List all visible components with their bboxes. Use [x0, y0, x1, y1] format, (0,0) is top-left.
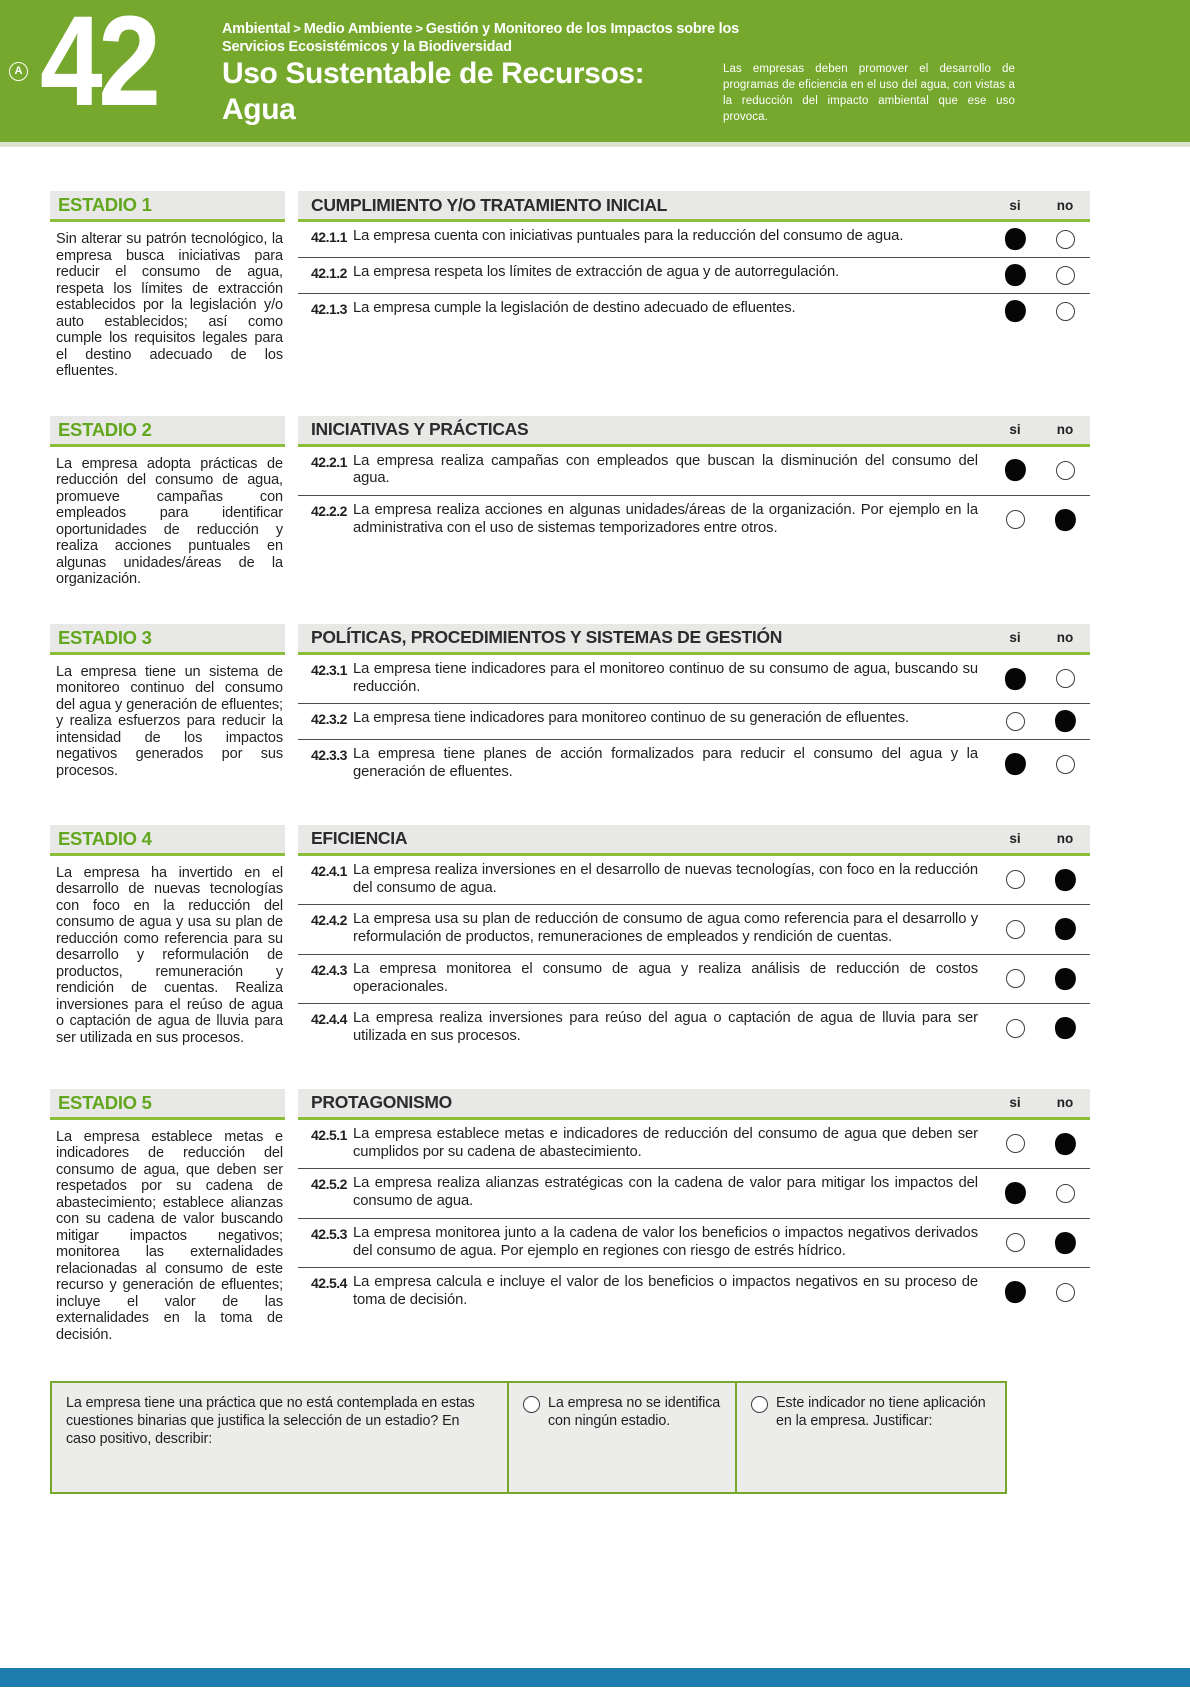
- answer-si-radio[interactable]: [1003, 458, 1028, 483]
- question-code: 42.5.2: [311, 1176, 347, 1193]
- answer-si-radio[interactable]: [1006, 870, 1025, 889]
- question-rows: [298, 655, 1090, 789]
- question-text: La empresa monitorea el consumo de agua y realiza análisis de reducción de costos operacionales.: [353, 960, 978, 995]
- stage-description: La empresa establece metas e indicadores de reducción del consumo de agua, que deben ser respetados por su cadena de abastecimiento; establece alianzas con su cadena de valor buscando mitigar impactos negativos; monitorea las externalidades relacionadas al consumo de este recurso y generación de efluentes; incluye el valor de las externalidades en la toma de decisión.: [56, 1128, 283, 1343]
- question-code: 42.2.1: [311, 453, 347, 470]
- header-banner: [0, 0, 1190, 147]
- question-row: [298, 655, 1090, 705]
- no-stage-option-label: La empresa no se identifica con ningún estadio.: [548, 1395, 721, 1430]
- answer-no-radio[interactable]: [1056, 755, 1075, 774]
- question-text: La empresa establece metas e indicadores de reducción del consumo de agua que deben ser cumplidos por su cadena de abastecimiento.: [353, 1125, 978, 1160]
- answer-no-radio[interactable]: [1056, 230, 1075, 249]
- answer-si-radio[interactable]: [1003, 1279, 1028, 1304]
- question-text: La empresa realiza inversiones para reúso del agua o captación de agua de lluvia para ser utilizada en sus procesos.: [353, 1010, 978, 1045]
- stage-header-bar: [50, 1089, 285, 1120]
- stage-header-bar: [50, 624, 285, 655]
- stage-label: ESTADIO 5: [58, 1091, 152, 1113]
- column-header-no: no: [1056, 422, 1074, 438]
- stage-section: [50, 191, 1095, 380]
- question-text: La empresa respeta los límites de extracción de agua y de autorregulación.: [353, 264, 840, 280]
- criteria-title: CUMPLIMIENTO Y/O TRATAMIENTO INICIAL: [311, 194, 668, 215]
- column-header-no: no: [1056, 630, 1074, 646]
- question-row: [298, 955, 1090, 1005]
- question-row: [298, 905, 1090, 955]
- page-title: Uso Sustentable de Recursos: Agua: [222, 57, 645, 126]
- criteria-header-bar: [298, 191, 1090, 222]
- question-rows: [298, 222, 1090, 329]
- answer-si-radio[interactable]: [1003, 1180, 1028, 1205]
- answer-si-radio[interactable]: [1003, 226, 1028, 251]
- question-code: 42.5.3: [311, 1225, 347, 1242]
- question-text: La empresa realiza alianzas estratégicas con la cadena de valor para mitigar los impactos del consumo de agua.: [353, 1175, 978, 1210]
- question-row: [298, 1219, 1090, 1269]
- question-row: [298, 704, 1090, 740]
- criteria-header-bar: [298, 416, 1090, 447]
- stage-left-column: [50, 191, 285, 380]
- answer-no-radio[interactable]: [1053, 966, 1078, 991]
- answer-no-radio[interactable]: [1053, 867, 1078, 892]
- criteria-header-bar: [298, 1089, 1090, 1120]
- column-header-si: si: [1009, 197, 1021, 213]
- question-code: 42.4.2: [311, 912, 347, 929]
- answer-no-radio[interactable]: [1056, 266, 1075, 285]
- footer-blue-bar: [0, 1668, 1190, 1687]
- stage-label: ESTADIO 2: [58, 418, 152, 440]
- stage-label: ESTADIO 4: [58, 827, 152, 849]
- answer-si-radio[interactable]: [1003, 751, 1028, 776]
- answer-no-radio[interactable]: [1056, 461, 1075, 480]
- question-text: La empresa tiene planes de acción formalizados para reducir el consumo del agua y la generación de efluentes.: [353, 746, 978, 781]
- column-header-si: si: [1009, 630, 1021, 646]
- answer-no-radio[interactable]: [1056, 302, 1075, 321]
- question-code: 42.3.2: [311, 711, 347, 728]
- column-header-si: si: [1009, 1095, 1021, 1111]
- question-row: [298, 1169, 1090, 1219]
- question-row: [298, 1268, 1090, 1317]
- question-rows: [298, 856, 1090, 1053]
- column-header-si: si: [1009, 831, 1021, 847]
- stage-description: Sin alterar su patrón tecnológico, la empresa busca iniciativas para reducir el consumo de agua, respeta los límites de extracción establecidos por la legislación y/o auto establecidos; así como cumple los requisitos legales para el destino adecuado de los efluentes.: [56, 231, 283, 380]
- answer-si-radio[interactable]: [1006, 969, 1025, 988]
- no-stage-option-2: [735, 1383, 1005, 1492]
- stage-right-column: [298, 1089, 1090, 1344]
- question-row: [298, 222, 1090, 258]
- question-row: [298, 856, 1090, 906]
- question-text: La empresa usa su plan de reducción de consumo de agua como referencia para el desarrollo y reformulación de productos, remuneraciones de empleados y rendición de cuentas.: [353, 911, 978, 946]
- question-code: 42.5.1: [311, 1126, 347, 1143]
- no-stage-question: La empresa tiene una práctica que no está contemplada en estas cuestiones binarias que justifica la selección de un estadio? En caso positivo, describir:: [66, 1395, 475, 1448]
- stage-left-column: [50, 1089, 285, 1344]
- not-applicable-option-label: Este indicador no tiene aplicación en la empresa. Justificar:: [776, 1395, 986, 1430]
- breadcrumb: [222, 20, 767, 56]
- question-text: La empresa tiene indicadores para el monitoreo continuo de su consumo de agua, buscando su reducción.: [353, 660, 978, 695]
- question-code: 42.2.2: [311, 503, 347, 520]
- stage-right-column: [298, 191, 1090, 380]
- question-code: 42.3.1: [311, 661, 347, 678]
- stage-left-column: [50, 825, 285, 1053]
- question-text: La empresa tiene indicadores para monitoreo continuo de su generación de efluentes.: [353, 710, 909, 727]
- answer-no-radio[interactable]: [1056, 1283, 1075, 1302]
- question-row: [298, 1004, 1090, 1053]
- answer-no-radio[interactable]: [1053, 1131, 1078, 1156]
- answer-si-radio[interactable]: [1006, 920, 1025, 939]
- ambiental-badge-icon: A: [9, 62, 28, 81]
- question-text: La empresa calcula e incluye el valor de los beneficios o impactos negativos en su proceso de toma de decisión.: [353, 1274, 978, 1309]
- breadcrumb-item: Gestión y Monitoreo de los Impactos sobre los Servicios Ecosistémicos y la Biodiversidad: [222, 21, 740, 56]
- answer-no-radio[interactable]: [1056, 669, 1075, 688]
- answer-no-radio[interactable]: [1053, 709, 1078, 734]
- column-header-no: no: [1056, 197, 1074, 213]
- stage-header-bar: [50, 825, 285, 856]
- question-rows: [298, 1120, 1090, 1317]
- question-code: 42.4.3: [311, 961, 347, 978]
- stage-section: [50, 825, 1095, 1053]
- question-row: [298, 740, 1090, 789]
- question-row: [298, 496, 1090, 545]
- question-code: 42.3.3: [311, 747, 347, 764]
- question-text: La empresa cuenta con iniciativas puntuales para la reducción del consumo de agua.: [353, 228, 904, 244]
- question-text: La empresa realiza inversiones en el desarrollo de nuevas tecnologías, con foco en la reducción del consumo de agua.: [353, 861, 978, 896]
- answer-no-radio[interactable]: [1056, 1184, 1075, 1203]
- stage-section: [50, 1089, 1095, 1344]
- question-code: 42.5.4: [311, 1275, 347, 1292]
- no-stage-box: [50, 1381, 1007, 1494]
- stage-label: ESTADIO 1: [58, 194, 152, 215]
- answer-no-radio[interactable]: [1053, 507, 1078, 532]
- stage-description: La empresa ha invertido en el desarrollo de nuevas tecnologías con foco en la reducción del consumo de agua y usa su plan de reducción como referencia para su desarrollo y reformulación de productos, remuneración y rendición de cuentas. Realiza inversiones para el reúso de agua o captación de agua de lluvia para ser utilizada en sus procesos.: [56, 864, 283, 1046]
- no-stage-radio[interactable]: [523, 1396, 540, 1413]
- criteria-header-bar: [298, 825, 1090, 856]
- answer-si-radio[interactable]: [1006, 510, 1025, 529]
- column-header-si: si: [1009, 422, 1021, 438]
- breadcrumb-separator-icon: >: [415, 21, 423, 36]
- answer-no-radio[interactable]: [1053, 1015, 1078, 1040]
- question-text: La empresa realiza campañas con empleados que buscan la disminución del consumo del agua.: [353, 452, 978, 487]
- indicator-description: Las empresas deben promover el desarrollo de programas de eficiencia en el uso del agua, con vistas a la reducción del impacto ambiental que ese uso provoca.: [723, 63, 1015, 123]
- answer-si-radio[interactable]: [1006, 712, 1025, 731]
- criteria-header-bar: [298, 624, 1090, 655]
- question-code: 42.1.2: [311, 265, 347, 281]
- criteria-title: INICIATIVAS Y PRÁCTICAS: [311, 419, 529, 440]
- question-row: [298, 447, 1090, 497]
- question-row: [298, 1120, 1090, 1170]
- answer-si-radio[interactable]: [1006, 1019, 1025, 1038]
- stage-section: [50, 416, 1095, 588]
- answer-si-radio[interactable]: [1003, 262, 1028, 287]
- answer-si-radio[interactable]: [1003, 666, 1028, 691]
- column-header-no: no: [1056, 1095, 1074, 1111]
- criteria-title: PROTAGONISMO: [311, 1092, 452, 1113]
- answer-no-radio[interactable]: [1053, 916, 1078, 941]
- question-code: 42.4.1: [311, 862, 347, 879]
- stage-left-column: [50, 624, 285, 789]
- answer-no-radio[interactable]: [1053, 1230, 1078, 1255]
- stage-header-bar: [50, 416, 285, 447]
- stages-container: [50, 191, 1095, 1343]
- column-header-no: no: [1056, 831, 1074, 847]
- stage-header-bar: [50, 191, 285, 222]
- indicator-number: 42: [40, 0, 157, 133]
- stage-right-column: [298, 825, 1090, 1053]
- stage-section: [50, 624, 1095, 789]
- breadcrumb-item: Medio Ambiente: [303, 21, 413, 37]
- question-code: 42.4.4: [311, 1011, 347, 1028]
- answer-si-radio[interactable]: [1006, 1233, 1025, 1252]
- criteria-title: POLÍTICAS, PROCEDIMIENTOS Y SISTEMAS DE GESTIÓN: [311, 627, 783, 648]
- answer-si-radio[interactable]: [1006, 1134, 1025, 1153]
- question-rows: [298, 447, 1090, 545]
- stage-right-column: [298, 624, 1090, 789]
- question-code: 42.1.3: [311, 301, 347, 317]
- stage-left-column: [50, 416, 285, 588]
- question-text: La empresa cumple la legislación de destino adecuado de efluentes.: [353, 300, 796, 316]
- question-text: La empresa monitorea junto a la cadena de valor los beneficios o impactos negativos derivados del consumo de agua. Por ejemplo en regiones con riesgo de estrés hídrico.: [353, 1224, 978, 1259]
- stage-description: La empresa adopta prácticas de reducción del consumo de agua, promueve campañas con empleados para identificar oportunidades de reducción y realiza acciones puntuales en algunas unidades/áreas de la organización.: [56, 455, 283, 588]
- breadcrumb-separator-icon: >: [293, 21, 301, 36]
- breadcrumb-item: Ambiental: [222, 21, 291, 37]
- no-stage-option-1: [507, 1383, 735, 1492]
- stage-label: ESTADIO 3: [58, 626, 152, 648]
- stage-right-column: [298, 416, 1090, 588]
- question-text: La empresa realiza acciones en algunas unidades/áreas de la organización. Por ejemplo en la administrativa con el uso de sistemas temporizadores entre otros.: [353, 502, 978, 536]
- stage-description: La empresa tiene un sistema de monitoreo continuo del consumo del agua y generación de efluentes; y realiza esfuerzos para reducir la intensidad de los impactos negativos generados por sus procesos.: [56, 663, 283, 779]
- not-applicable-radio[interactable]: [751, 1396, 768, 1413]
- question-code: 42.1.1: [311, 229, 347, 245]
- question-row: [298, 294, 1090, 329]
- question-row: [298, 258, 1090, 294]
- criteria-title: EFICIENCIA: [311, 828, 408, 849]
- answer-si-radio[interactable]: [1003, 298, 1028, 323]
